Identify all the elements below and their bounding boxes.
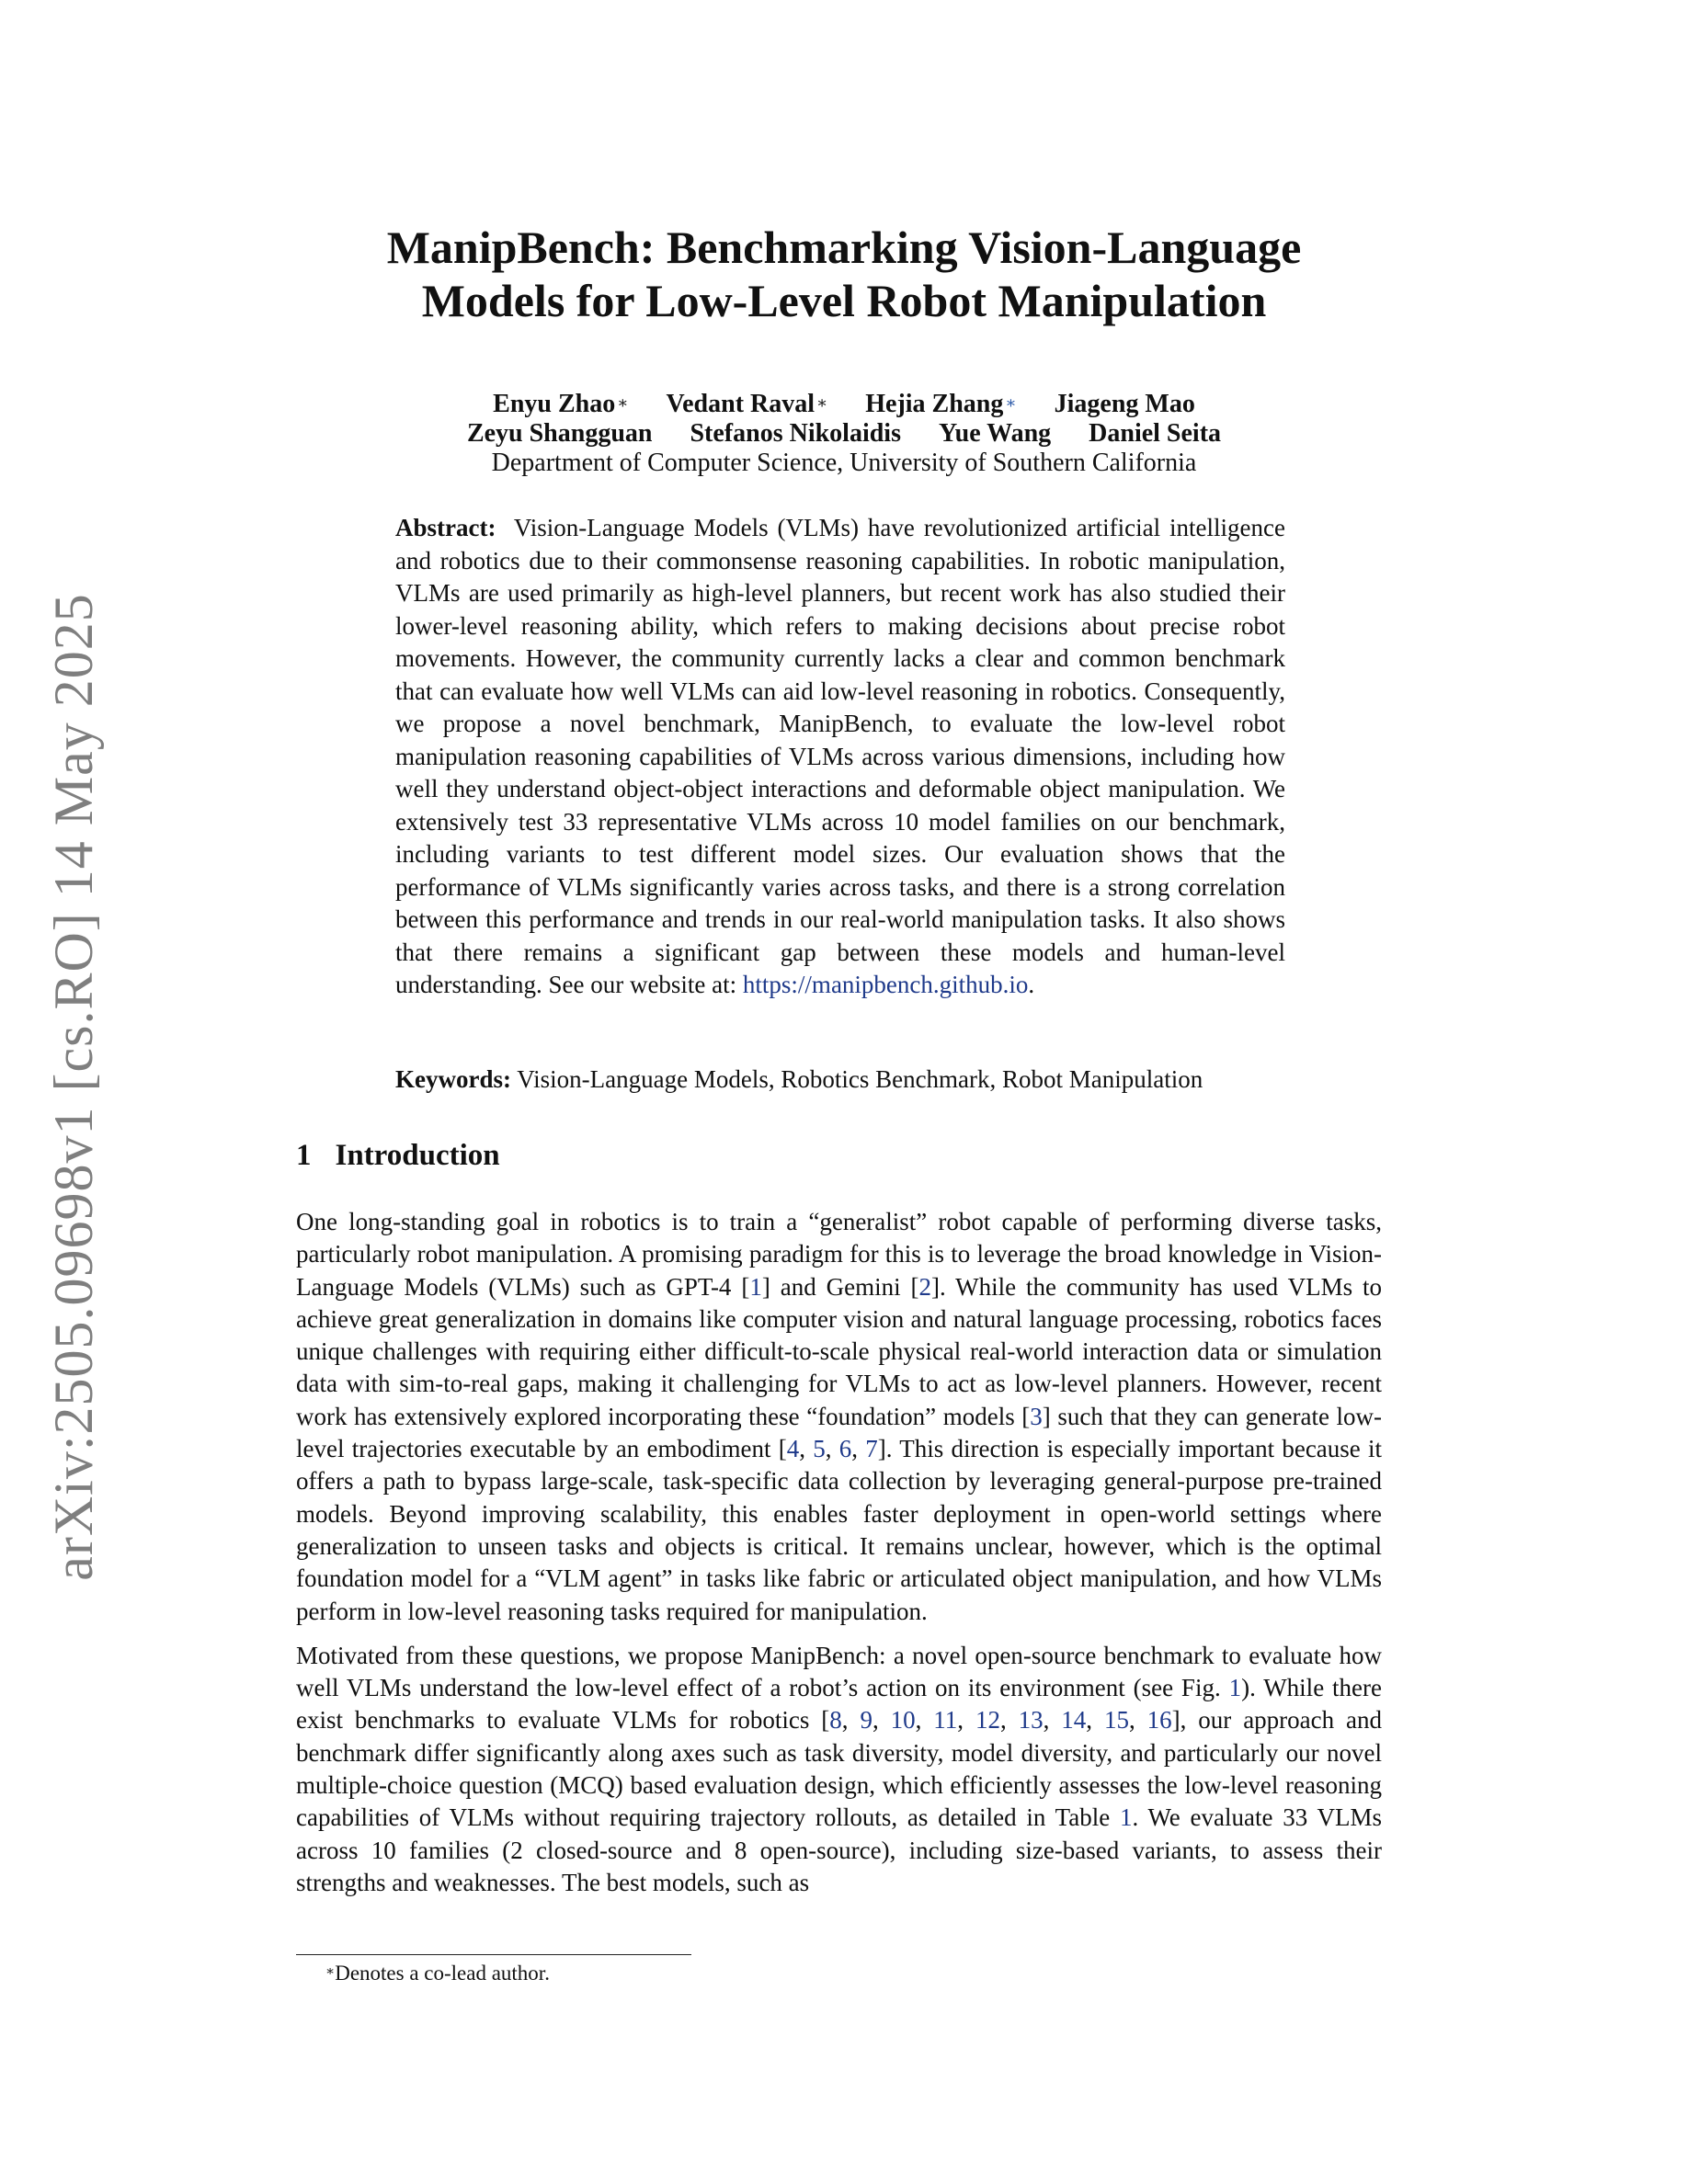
citation-link[interactable]: 10 — [890, 1706, 916, 1735]
title-line-1: ManipBench: Benchmarking Vision-Language — [386, 222, 1302, 273]
intro-text: ]. This direction is especially important because it offers a path to bypass large-scale, task-specific data collection by leveraging general-purpose pre-trained models. Beyond improving scalability, this enables faster deployment in open-world settings where generalization to unseen tasks and objects is critical. It remains unclear, however, which is the optimal foundation model for a “VLM agent” in tasks like fabric or articulated object manipulation, and how VLMs perform in low-level reasoning tasks required for manipulation. — [296, 1435, 1383, 1625]
intro-text: , — [825, 1435, 839, 1463]
affiliation: Department of Computer Science, University of Southern California — [491, 449, 1197, 477]
keywords — [395, 1064, 1285, 1095]
intro-text: ]. While the community has used VLMs to achieve great generalization in domains like computer vision and natural language processing, robotics faces unique challenges with requiring either difficult-to-scale physical real-world interaction data or simulation data with sim-to-real gaps, making it challenging for VLMs to act as low-level planners. However, recent work has extensively explored incorporating these “foundation” models [ — [296, 1272, 1383, 1430]
intro-text: , — [915, 1706, 934, 1735]
intro-text: Motivated from these questions, we propose ManipBench: a novel open-source benchmark to evaluate how well VLMs understand the low-level effect of a robot’s action on its environment (see Fig. — [296, 1641, 1382, 1702]
intro-text: ). While there exist benchmarks to evaluate VLMs for robotics [ — [296, 1674, 1383, 1735]
intro-text: ] such that they can generate low-level trajectories executable by an embodiment [ — [296, 1402, 1382, 1463]
intro-text: , — [872, 1706, 891, 1735]
footnote-rule — [296, 1954, 691, 1955]
author-row-1 — [276, 390, 1412, 419]
abstract-label: Abstract: — [395, 514, 496, 541]
section-heading-introduction — [296, 1137, 500, 1174]
author: Yue Wang — [938, 419, 1052, 448]
website-link[interactable]: https://manipbench.github.io — [742, 971, 1029, 998]
citation-link[interactable]: 11 — [933, 1706, 958, 1735]
intro-text: , — [851, 1435, 866, 1463]
intro-text: , — [1086, 1706, 1104, 1735]
arxiv-id-text: arXiv:2505.09698v1 [cs.RO] 14 May 2025 — [42, 592, 104, 1581]
footnote-text: Denotes a co-lead author. — [335, 1962, 550, 1985]
citation-link[interactable]: 1 — [1228, 1674, 1242, 1702]
author: Enyu Zhao ∗ — [493, 390, 629, 418]
intro-paragraph-1 — [296, 1206, 1382, 1628]
intro-paragraph-2 — [296, 1640, 1382, 1899]
keywords-text: Vision-Language Models, Robotics Benchmark, Robot Manipulation — [517, 1065, 1203, 1093]
citation-link[interactable]: 12 — [975, 1706, 1000, 1735]
intro-text: , — [1043, 1706, 1062, 1735]
citation-link[interactable]: 1 — [1119, 1803, 1133, 1832]
section-title: Introduction — [335, 1139, 500, 1172]
intro-text: , — [841, 1706, 861, 1735]
arxiv-sidebar-id — [39, 594, 108, 1579]
intro-text: , — [1128, 1706, 1147, 1735]
citation-link[interactable]: 3 — [1030, 1402, 1043, 1430]
author-block — [276, 390, 1412, 478]
section-number: 1 — [296, 1139, 312, 1172]
intro-text: , — [999, 1706, 1019, 1735]
intro-text: , — [799, 1435, 814, 1463]
intro-text: . We evaluate 33 VLMs across 10 families (2 closed-source and 8 open-source), including size-based variants, to assess their strengths and weaknesses. The best models, such as — [296, 1803, 1382, 1896]
abstract-text: Vision-Language Models (VLMs) have revolutionized artificial intelligence and robotics due to their commonsense reasoning capabilities. In robotic manipulation, VLMs are used primarily as high-level planners, but recent work has also studied their lower-level reasoning ability, which refers to making decisions about precise robot movements. However, the community currently lacks a clear and common benchmark that can evaluate how well VLMs can aid low-level reasoning in robotics. Consequently, we propose a novel benchmark, ManipBench, to evaluate the low-level robot manipulation reasoning capabilities of VLMs across various dimensions, including how well they understand object-object interactions and deformable object manipulation. We extensively test 33 representative VLMs across 10 model families on our benchmark, including variants to test different model sizes. Our evaluation shows that the performance of VLMs significantly varies across tasks, and there is a strong correlation between this performance and trends in our real-world manipulation tasks. It also shows that there remains a significant gap between these models and human-level understanding. See our website at: — [395, 514, 1285, 998]
citation-link[interactable]: 9 — [860, 1706, 873, 1735]
intro-text: ], our approach and benchmark differ significantly along axes such as task diversity, model diversity, and particularly our novel multiple-choice question (MCQ) based evaluation design, which efficiently assesses the low-level reasoning capabilities of VLMs without requiring trajectory rollouts, as detailed in Table — [296, 1706, 1383, 1832]
citation-link[interactable]: 7 — [865, 1435, 878, 1463]
citation-link[interactable]: 5 — [813, 1435, 826, 1463]
introduction-body — [296, 1206, 1382, 1899]
citation-link[interactable]: 14 — [1061, 1706, 1087, 1735]
abstract: Abstract: Vision-Language Models (VLMs) have revolutionized artificial intelligence and robotics due to their commonsense reasoning capabilities. In robotic manipulation, VLMs are used primarily as high-level planners, but recent work has also studied their lower-level reasoning ability, which refers to making decisions about precise robot movements. However, the community currently lacks a clear and common benchmark that can evaluate how well VLMs can aid low-level reasoning in robotics. Consequently, we propose a novel benchmark, ManipBench, to evaluate the low-level robot manipulation reasoning capabilities of VLMs across various dimensions, including how well they understand object-object interactions and deformable object manipulation. We extensively test 33 representative VLMs across 10 model families on our benchmark, including variants to test different model sizes. Our evaluation shows that the performance of VLMs significantly varies across tasks, and there is a strong correlation between this performance and trends in our real-world manipulation tasks. It also shows that there remains a significant gap between these models and human-level understanding. See our website at: https://manipbench.github.io. — [395, 514, 1285, 998]
citation-link[interactable]: 13 — [1018, 1706, 1044, 1735]
footnote — [325, 1960, 550, 1987]
citation-link[interactable]: 15 — [1103, 1706, 1129, 1735]
citation-link[interactable]: 6 — [838, 1435, 852, 1463]
author: Vedant Raval ∗ — [666, 390, 828, 418]
author: Daniel Seita — [1089, 419, 1222, 448]
citation-link[interactable]: 4 — [786, 1435, 800, 1463]
title-line-2: Models for Low-Level Robot Manipulation — [421, 275, 1267, 326]
paper-title — [276, 221, 1412, 327]
author: Zeyu Shangguan — [466, 419, 653, 448]
author: Hejia Zhang ∗ — [865, 390, 1017, 418]
intro-text: One long-standing goal in robotics is to train a “generalist” robot capable of performing diverse tasks, particularly robot manipulation. A promising paradigm for this is to leverage the broad knowledge in Vision-Language Models (VLMs) such as GPT-4 [ — [296, 1208, 1382, 1301]
author: Stefanos Nikolaidis — [690, 419, 901, 448]
keywords-label: Keywords: — [395, 1065, 511, 1093]
citation-link[interactable]: 16 — [1146, 1706, 1172, 1735]
intro-text: , — [957, 1706, 975, 1735]
citation-link[interactable]: 2 — [918, 1272, 931, 1301]
citation-link[interactable]: 8 — [829, 1706, 842, 1735]
citation-link[interactable]: 1 — [749, 1272, 762, 1301]
author-row-2 — [276, 419, 1412, 449]
intro-text: ] and Gemini [ — [761, 1272, 919, 1301]
footnote-mark: ∗ — [325, 1964, 336, 1979]
author: Jiageng Mao — [1054, 390, 1195, 418]
